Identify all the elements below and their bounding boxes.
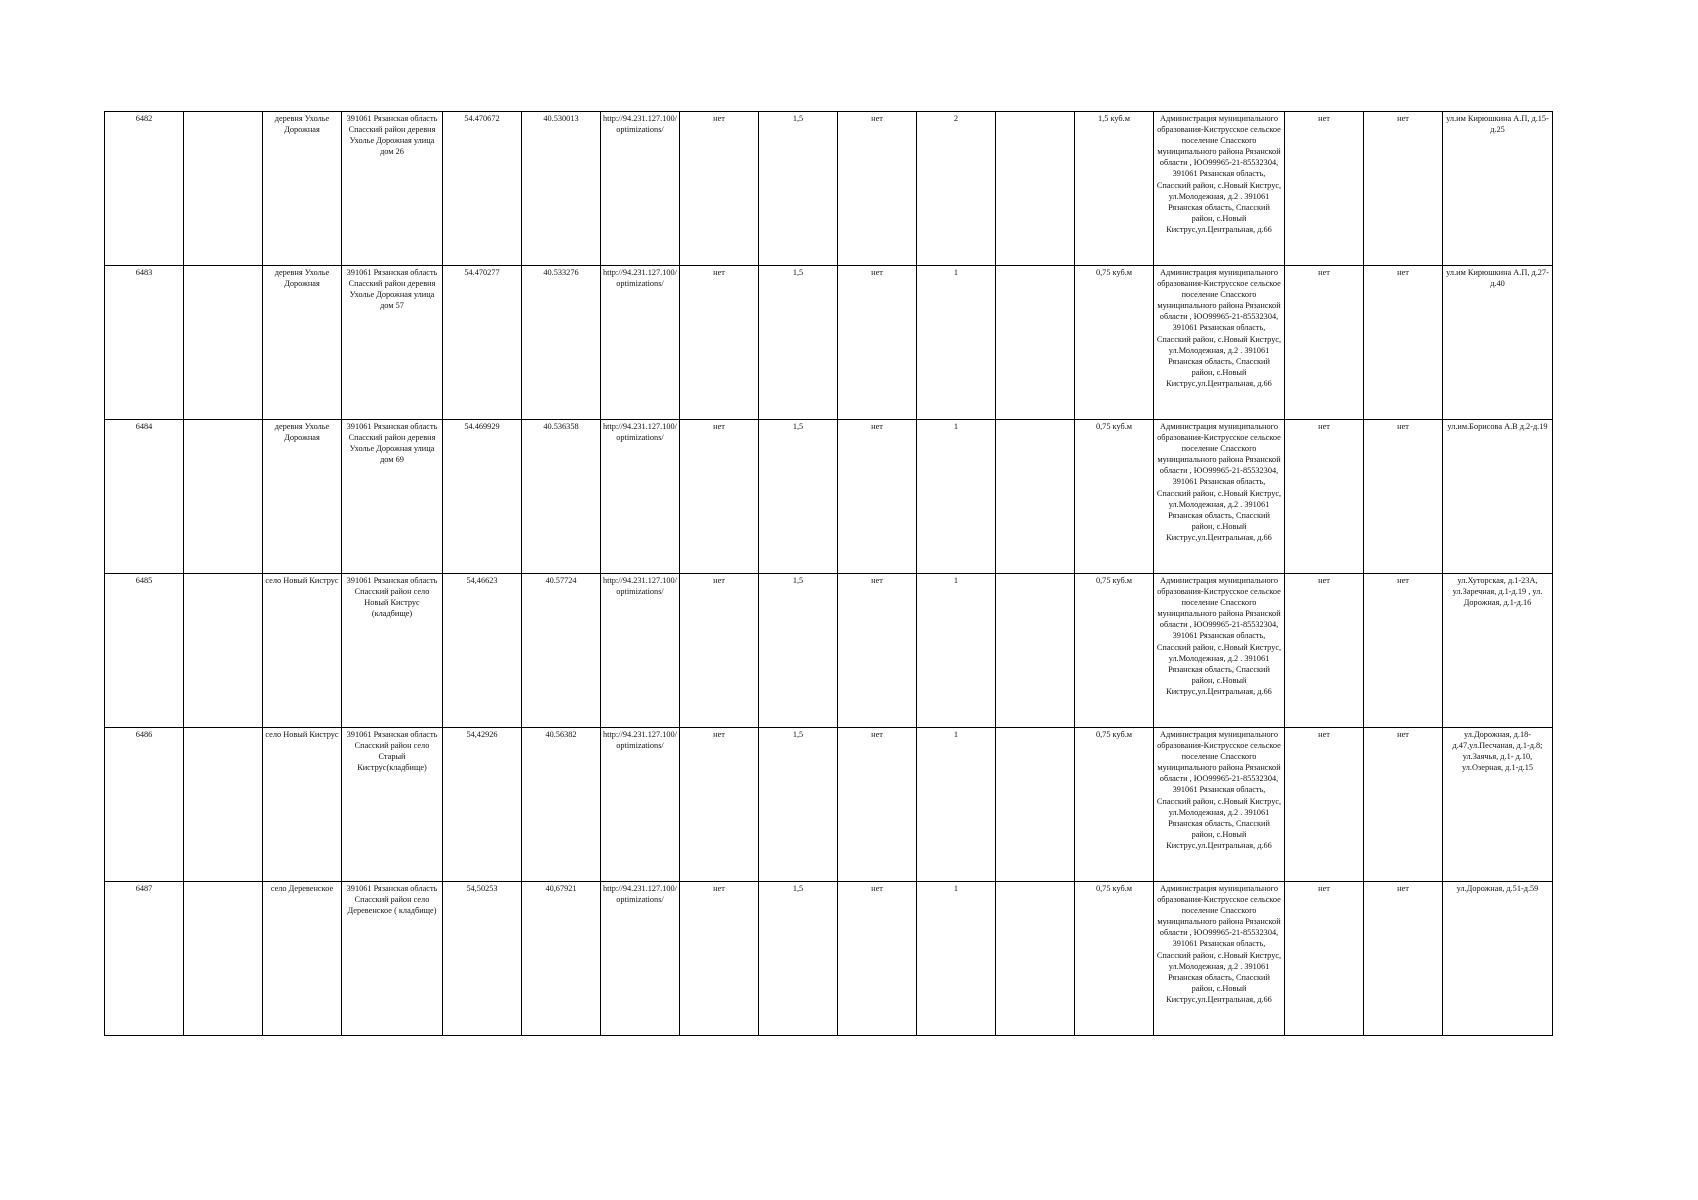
row-number: 6482 (105, 112, 184, 266)
volume-cell: 0,75 куб.м (1075, 728, 1154, 882)
empty-cell (996, 420, 1075, 574)
address-cell: 391061 Рязанская область Спасский район село Деревенское ( кладбище) (342, 882, 443, 1036)
fence-cell: нет (838, 266, 917, 420)
streets-cell: ул.Хуторская, д.1-23А, ул.Заречная, д.1-д.19 , ул. Дорожная, д.1-д.16 (1443, 574, 1553, 728)
address-cell: 391061 Рязанская область Спасский район деревня Ухолье Дорожная улица дом 26 (342, 112, 443, 266)
owner-cell: Администрация муниципального образования-Киструсское сельское поселение Спасского муниципального района Рязанской области , ЮО99965-21-85532304, 391061 Рязанская область, Спасский район, с.Новый Киструс, ул.Молодежная, д.2 . 391061 Рязанская область, Спасский район, с.Новый Киструс,ул.Центральная, д.66 (1154, 266, 1285, 420)
volume-cell: 0,75 куб.м (1075, 420, 1154, 574)
address-cell: 391061 Рязанская область Спасский район село Старый Киструс(кладбище) (342, 728, 443, 882)
empty-cell (996, 266, 1075, 420)
url-cell: http://94.231.127.100/optimizations/ (601, 266, 680, 420)
fence-cell: нет (838, 112, 917, 266)
longitude-cell: 40.56382 (522, 728, 601, 882)
flag-cell: нет (1285, 266, 1364, 420)
flag-cell: нет (1364, 574, 1443, 728)
fence-cell: нет (838, 574, 917, 728)
longitude-cell: 40.536358 (522, 420, 601, 574)
row-number: 6484 (105, 420, 184, 574)
volume-cell: 0,75 куб.м (1075, 882, 1154, 1036)
row-number: 6486 (105, 728, 184, 882)
url-cell: http://94.231.127.100/optimizations/ (601, 882, 680, 1036)
empty-cell (184, 420, 263, 574)
url-cell: http://94.231.127.100/optimizations/ (601, 728, 680, 882)
empty-cell (996, 112, 1075, 266)
latitude-cell: 54,42926 (443, 728, 522, 882)
fence-cell: нет (838, 882, 917, 1036)
cover-cell: нет (680, 112, 759, 266)
settlement-cell: село Новый Киструс (263, 728, 342, 882)
settlement-cell: село Деревенское (263, 882, 342, 1036)
fence-cell: нет (838, 420, 917, 574)
settlement-cell: деревня Ухолье Дорожная (263, 420, 342, 574)
flag-cell: нет (1364, 266, 1443, 420)
empty-cell (184, 728, 263, 882)
row-number: 6483 (105, 266, 184, 420)
table-body (105, 112, 1553, 1036)
empty-cell (184, 112, 263, 266)
streets-cell: ул.им.Борисова А.В д.2-д.19 (1443, 420, 1553, 574)
longitude-cell: 40.530013 (522, 112, 601, 266)
flag-cell: нет (1285, 420, 1364, 574)
registry-table (104, 111, 1553, 1036)
settlement-cell: село Новый Киструс (263, 574, 342, 728)
table-row (105, 882, 1553, 1036)
flag-cell: нет (1285, 112, 1364, 266)
container-count-cell: 1 (917, 574, 996, 728)
container-count-cell: 2 (917, 112, 996, 266)
fence-cell: нет (838, 728, 917, 882)
owner-cell: Администрация муниципального образования-Киструсское сельское поселение Спасского муниципального района Рязанской области , ЮО99965-21-85532304, 391061 Рязанская область, Спасский район, с.Новый Киструс, ул.Молодежная, д.2 . 391061 Рязанская область, Спасский район, с.Новый Киструс,ул.Центральная, д.66 (1154, 728, 1285, 882)
area-cell: 1,5 (759, 112, 838, 266)
volume-cell: 1,5 куб.м (1075, 112, 1154, 266)
empty-cell (184, 882, 263, 1036)
longitude-cell: 40.533276 (522, 266, 601, 420)
owner-cell: Администрация муниципального образования-Киструсское сельское поселение Спасского муниципального района Рязанской области , ЮО99965-21-85532304, 391061 Рязанская область, Спасский район, с.Новый Киструс, ул.Молодежная, д.2 . 391061 Рязанская область, Спасский район, с.Новый Киструс,ул.Центральная, д.66 (1154, 574, 1285, 728)
flag-cell: нет (1364, 728, 1443, 882)
flag-cell: нет (1285, 574, 1364, 728)
longitude-cell: 40.57724 (522, 574, 601, 728)
row-number: 6487 (105, 882, 184, 1036)
volume-cell: 0,75 куб.м (1075, 266, 1154, 420)
owner-cell: Администрация муниципального образования-Киструсское сельское поселение Спасского муниципального района Рязанской области , ЮО99965-21-85532304, 391061 Рязанская область, Спасский район, с.Новый Киструс, ул.Молодежная, д.2 . 391061 Рязанская область, Спасский район, с.Новый Киструс,ул.Центральная, д.66 (1154, 420, 1285, 574)
volume-cell: 0,75 куб.м (1075, 574, 1154, 728)
table-row (105, 266, 1553, 420)
settlement-cell: деревня Ухолье Дорожная (263, 112, 342, 266)
streets-cell: ул.Дорожная, д.18-д.47,ул.Песчаная, д.1-д.8; ул.Заячья, д.1- д.10, ул.Озерная, д.1-д.15 (1443, 728, 1553, 882)
table-row (105, 728, 1553, 882)
latitude-cell: 54,46623 (443, 574, 522, 728)
streets-cell: ул.им Кирюшкина А.П, д.27-д.40 (1443, 266, 1553, 420)
cover-cell: нет (680, 574, 759, 728)
area-cell: 1,5 (759, 728, 838, 882)
latitude-cell: 54.469929 (443, 420, 522, 574)
flag-cell: нет (1364, 420, 1443, 574)
longitude-cell: 40,67921 (522, 882, 601, 1036)
address-cell: 391061 Рязанская область Спасский район деревня Ухолье Дорожная улица дом 69 (342, 420, 443, 574)
owner-cell: Администрация муниципального образования-Киструсское сельское поселение Спасского муниципального района Рязанской области , ЮО99965-21-85532304, 391061 Рязанская область, Спасский район, с.Новый Киструс, ул.Молодежная, д.2 . 391061 Рязанская область, Спасский район, с.Новый Киструс,ул.Центральная, д.66 (1154, 112, 1285, 266)
latitude-cell: 54.470277 (443, 266, 522, 420)
table-row (105, 112, 1553, 266)
cover-cell: нет (680, 266, 759, 420)
area-cell: 1,5 (759, 420, 838, 574)
address-cell: 391061 Рязанская область Спасский район деревня Ухолье Дорожная улица дом 57 (342, 266, 443, 420)
table-row (105, 420, 1553, 574)
latitude-cell: 54,50253 (443, 882, 522, 1036)
row-number: 6485 (105, 574, 184, 728)
cover-cell: нет (680, 882, 759, 1036)
empty-cell (996, 882, 1075, 1036)
cover-cell: нет (680, 420, 759, 574)
cover-cell: нет (680, 728, 759, 882)
container-count-cell: 1 (917, 882, 996, 1036)
address-cell: 391061 Рязанская область Спасский район село Новый Киструс (кладбище) (342, 574, 443, 728)
latitude-cell: 54.470672 (443, 112, 522, 266)
container-count-cell: 1 (917, 728, 996, 882)
table-row (105, 574, 1553, 728)
url-cell: http://94.231.127.100/optimizations/ (601, 420, 680, 574)
empty-cell (996, 728, 1075, 882)
empty-cell (184, 266, 263, 420)
url-cell: http://94.231.127.100/optimizations/ (601, 574, 680, 728)
empty-cell (996, 574, 1075, 728)
url-cell: http://94.231.127.100/optimizations/ (601, 112, 680, 266)
owner-cell: Администрация муниципального образования-Киструсское сельское поселение Спасского муниципального района Рязанской области , ЮО99965-21-85532304, 391061 Рязанская область, Спасский район, с.Новый Киструс, ул.Молодежная, д.2 . 391061 Рязанская область, Спасский район, с.Новый Киструс,ул.Центральная, д.66 (1154, 882, 1285, 1036)
container-count-cell: 1 (917, 266, 996, 420)
area-cell: 1,5 (759, 266, 838, 420)
flag-cell: нет (1285, 728, 1364, 882)
flag-cell: нет (1285, 882, 1364, 1036)
container-count-cell: 1 (917, 420, 996, 574)
settlement-cell: деревня Ухолье Дорожная (263, 266, 342, 420)
flag-cell: нет (1364, 112, 1443, 266)
area-cell: 1,5 (759, 882, 838, 1036)
streets-cell: ул.Дорожная, д.51-д.59 (1443, 882, 1553, 1036)
streets-cell: ул.им Кирюшкина А.П, д.15-д.25 (1443, 112, 1553, 266)
area-cell: 1,5 (759, 574, 838, 728)
empty-cell (184, 574, 263, 728)
flag-cell: нет (1364, 882, 1443, 1036)
